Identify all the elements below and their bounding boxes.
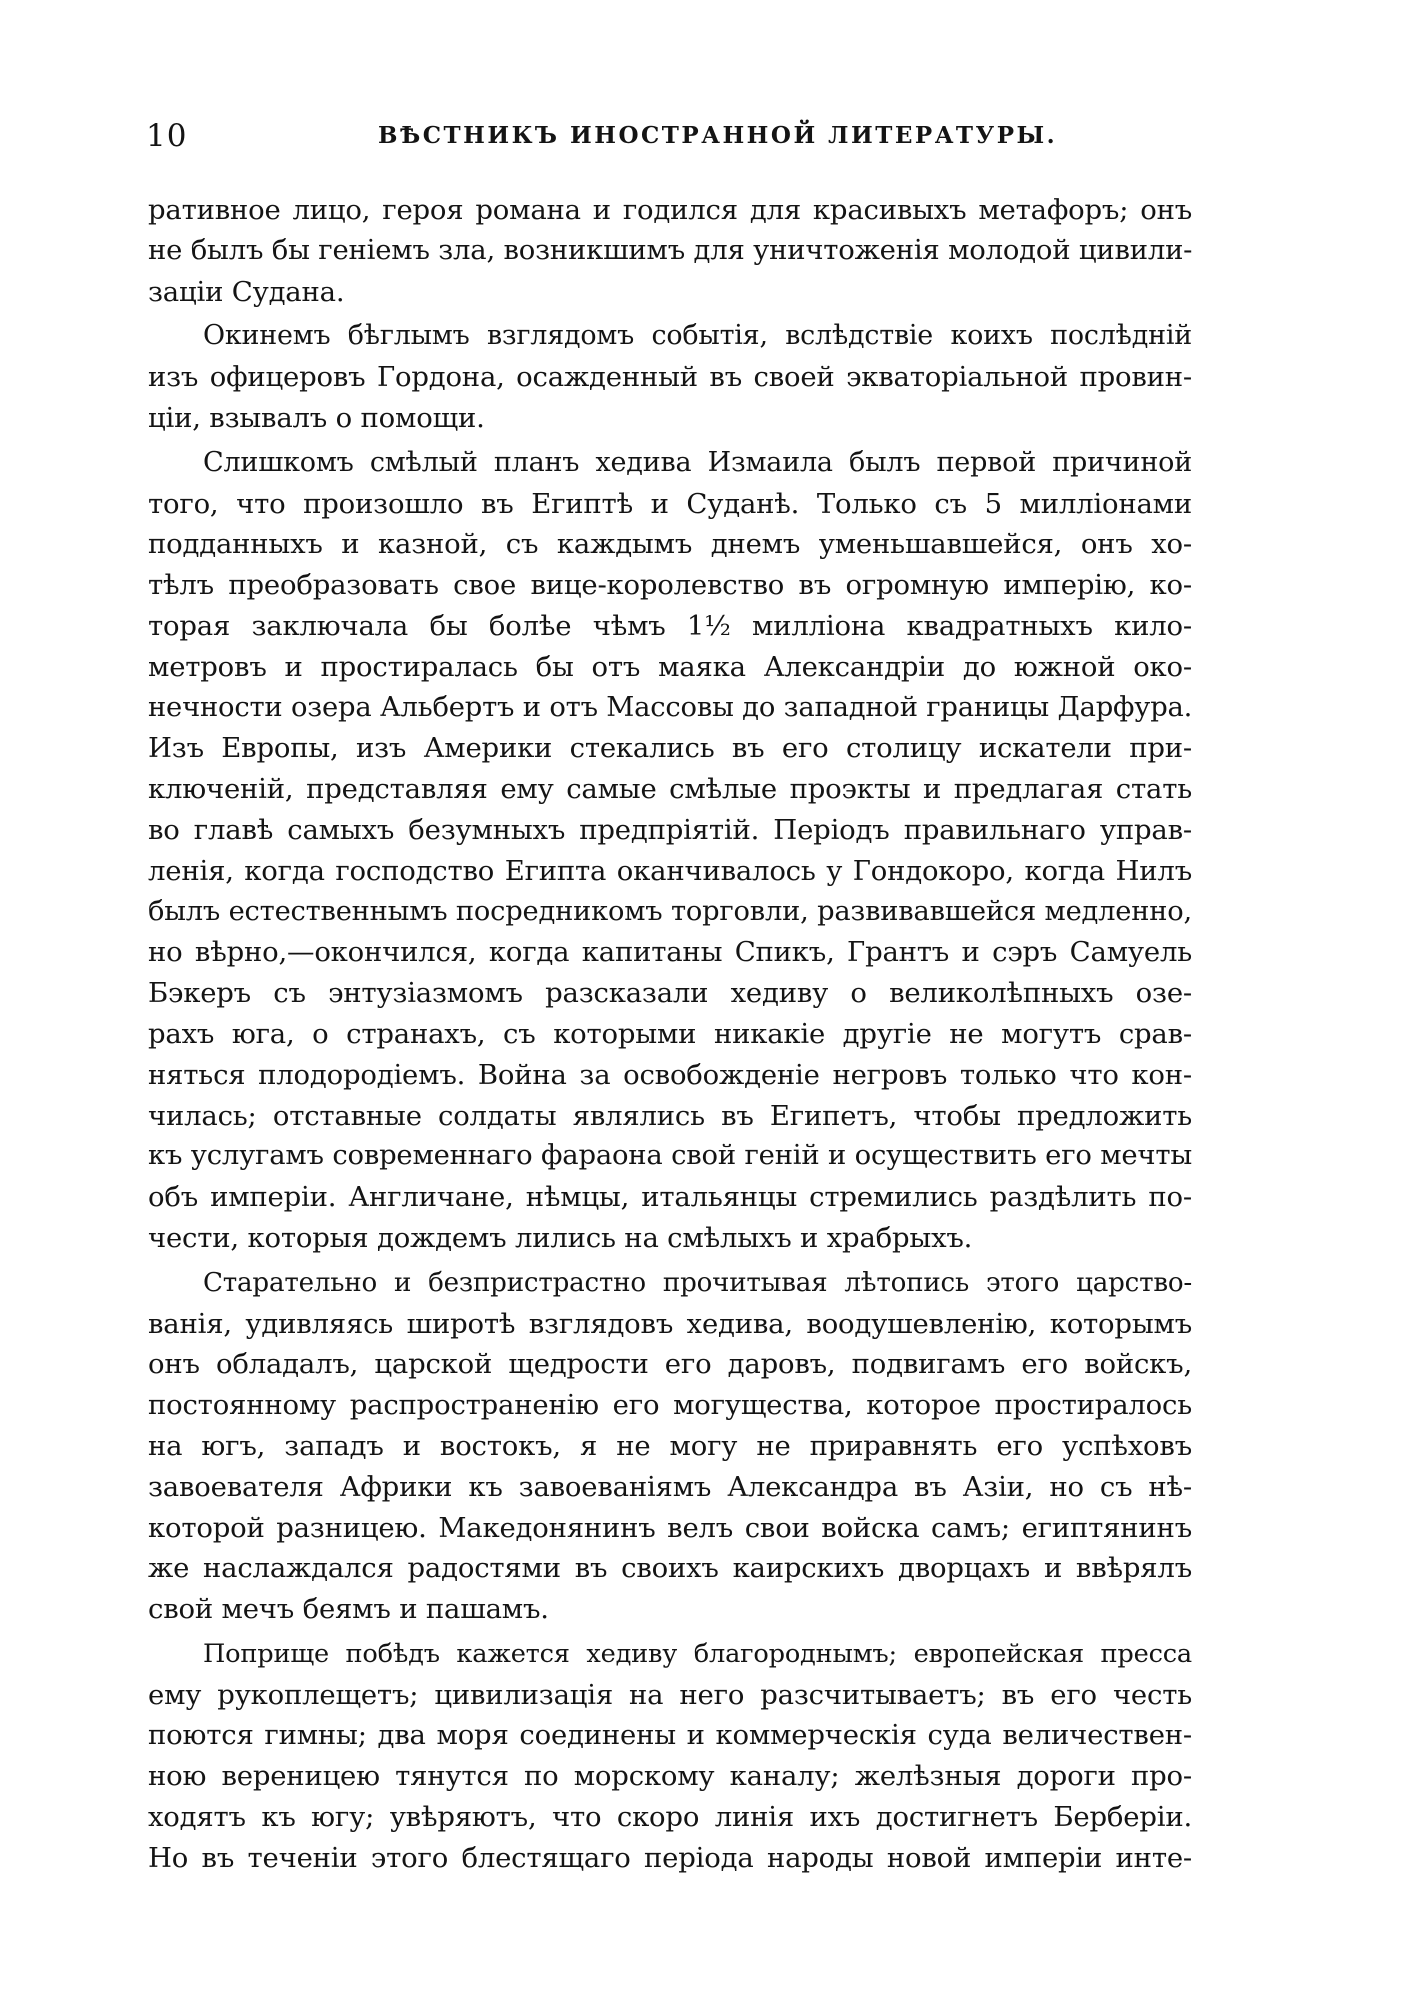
text-line: которой разницею. Македонянинъ велъ свои войска самъ; египтянинъ xyxy=(148,1511,1192,1544)
text-line: былъ естественнымъ посредникомъ торговли, развивавшейся медленно, xyxy=(148,895,1192,927)
paragraph xyxy=(148,190,1192,312)
text-line: объ имперіи. Англичане, нѣмцы, итальянцы стремились раздѣлить по- xyxy=(148,1181,1192,1214)
running-head: ВѢСТНИКЪ ИНОСТРАННОЙ ЛИТЕРАТУРЫ. xyxy=(378,122,1058,149)
paragraph xyxy=(148,443,1192,1259)
text-line: торая заключала бы болѣе чѣмъ 1½ милліона квадратныхъ кило- xyxy=(148,609,1192,642)
text-line: Но въ теченіи этого блестящаго періода народы новой имперіи инте- xyxy=(148,1841,1192,1874)
text-line: но вѣрно,—окончился, когда капитаны Спикъ, Грантъ и сэръ Самуель xyxy=(148,936,1192,969)
text-line: Слишкомъ смѣлый планъ хедива Измаила былъ первой причиной xyxy=(203,446,1192,478)
text-line: Бэкеръ съ энтузіазмомъ разсказали хедиву о великолѣпныхъ озе- xyxy=(148,977,1192,1010)
text-line: ключеній, представляя ему самые смѣлые проэкты и предлагая стать xyxy=(148,773,1192,806)
text-line: на югъ, западъ и востокъ, я не могу не приравнять его успѣховъ xyxy=(148,1429,1192,1462)
text-line: ему рукоплещетъ; цивилизація на него разсчитываетъ; въ его честь xyxy=(148,1678,1192,1711)
text-line: Старательно и безпристрастно прочитывая лѣтопись этого царство- xyxy=(203,1267,1192,1298)
text-line: чести, которыя дождемъ лились на смѣлыхъ и храбрыхъ. xyxy=(148,1221,973,1254)
text-line: онъ обладалъ, царской щедрости его даровъ, подвигамъ его войскъ, xyxy=(148,1348,1192,1381)
text-line: къ услугамъ современнаго фараона свой геній и осуществить его мечты xyxy=(148,1140,1192,1172)
text-line: свой мечъ беямъ и пашамъ. xyxy=(148,1593,549,1626)
text-line: того, что произошло въ Египтѣ и Суданѣ. Только съ 5 милліонами xyxy=(148,487,1192,520)
text-line: во главѣ самыхъ безумныхъ предпріятій. Періодъ правильнаго управ- xyxy=(148,813,1192,846)
page-number: 10 xyxy=(146,118,188,154)
text-line: чилась; отставные солдаты являлись въ Египетъ, чтобы предложить xyxy=(148,1099,1192,1132)
text-line: Окинемъ бѣглымъ взглядомъ событія, вслѣдствіе коихъ послѣдній xyxy=(203,320,1192,352)
text-line: ходятъ къ югу; увѣряютъ, что скоро линія ихъ достигнетъ Берберіи. xyxy=(148,1801,1192,1834)
paragraph xyxy=(148,1634,1192,1879)
text-line: нечности озера Альбертъ и отъ Массовы до западной границы Дарфура. xyxy=(148,691,1193,723)
text-line: постоянному распространенію его могущества, которое простиралось xyxy=(148,1389,1192,1422)
text-line: ративное лицо, героя романа и годился для красивыхъ метафоръ; онъ xyxy=(148,194,1192,226)
paragraph xyxy=(148,1263,1192,1630)
text-line: подданныхъ и казной, съ каждымъ днемъ уменьшавшейся, онъ хо- xyxy=(148,528,1192,561)
text-line: поются гимны; два моря соединены и коммерческія суда величествен- xyxy=(148,1719,1192,1752)
text-line: ною вереницею тянутся по морскому каналу; желѣзныя дороги про- xyxy=(148,1760,1192,1793)
text-line: ванія, удивляясь широтѣ взглядовъ хедива, воодушевленію, которымъ xyxy=(148,1307,1192,1340)
text-line: Изъ Европы, изъ Америки стекались въ его столицу искатели при- xyxy=(148,732,1192,765)
text-line: тѣлъ преобразовать свое вице-королевство въ огромную имперію, ко- xyxy=(148,569,1192,602)
body-text xyxy=(148,190,1192,1879)
text-line: няться плодородіемъ. Война за освобожденіе негровъ только что кон- xyxy=(148,1058,1192,1091)
text-line: метровъ и простиралась бы отъ маяка Александріи до южной око- xyxy=(148,650,1192,683)
text-line: рахъ юга, о странахъ, съ которыми никакіе другіе не могутъ срав- xyxy=(148,1017,1192,1050)
text-line: не былъ бы геніемъ зла, возникшимъ для уничтоженія молодой цивили- xyxy=(148,234,1193,266)
page-header xyxy=(146,118,1192,158)
paragraph xyxy=(148,316,1192,438)
text-line: заціи Судана. xyxy=(148,275,345,308)
text-line: же наслаждался радостями въ своихъ каирскихъ дворцахъ и ввѣрялъ xyxy=(148,1552,1192,1585)
text-line: Поприще побѣдъ кажется хедиву благороднымъ; европейская пресса xyxy=(203,1638,1192,1669)
text-line: ціи, взывалъ о помощи. xyxy=(148,401,485,434)
text-line: изъ офицеровъ Гордона, осажденный въ своей экваторіальной провин- xyxy=(148,361,1192,394)
text-line: завоевателя Африки къ завоеваніямъ Александра въ Азіи, но съ нѣ- xyxy=(148,1470,1192,1503)
text-line: ленія, когда господство Египта оканчивалось у Гондокоро, когда Нилъ xyxy=(148,854,1192,887)
